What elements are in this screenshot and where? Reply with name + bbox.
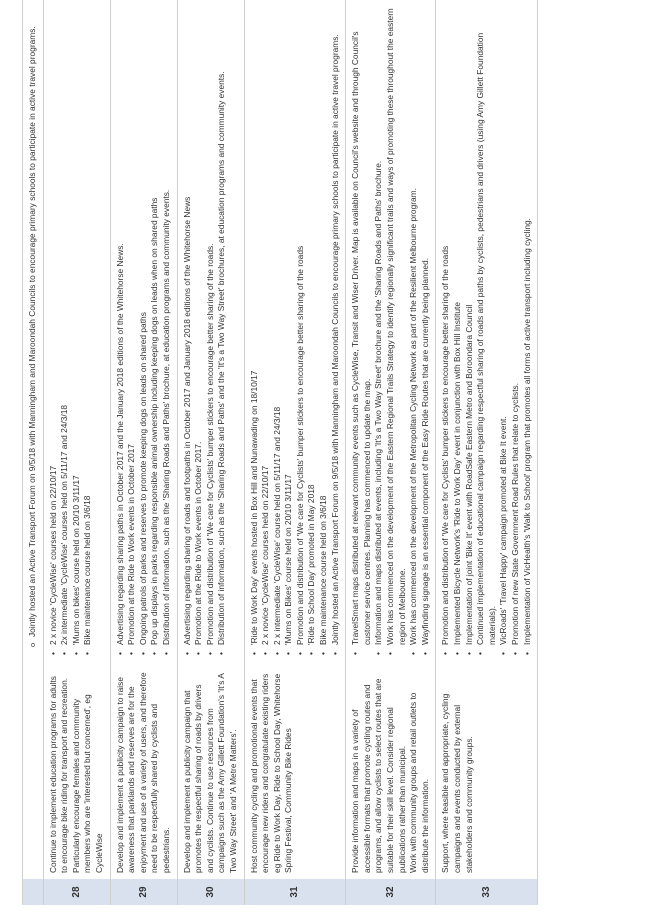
action-cell: [110, 665, 177, 879]
progress-list: [48, 6, 94, 659]
table-body: [23, 0, 538, 905]
action-cell: [23, 665, 44, 879]
progress-list: [115, 6, 173, 659]
row-number: 30: [177, 879, 244, 905]
progress-item: • 'Ride to Work Day' events hosted in Box Hill and Nunawading on 18/10/17: [249, 6, 261, 645]
progress-item: o Jointly hosted an Active Transport Forum on 9/5/18 with Manningham and Maroondah Councils to encourage primary schools to participate in active travel programs.: [27, 6, 39, 637]
row-number: 28: [43, 879, 110, 905]
progress-cell: [346, 0, 436, 665]
progress-item: • Advertising regarding sharing of roads and footpaths in October 2017 and January 2018 editions of the Whitehorse News: [182, 6, 194, 645]
progress-item: • Promotion and distribution of 'We care for Cyclists' bumper stickers to encourage better sharing of the roads: [440, 6, 452, 645]
progress-cell: [23, 0, 44, 665]
progress-list: [440, 6, 533, 659]
table-row: [177, 0, 244, 905]
progress-item: • 2 x novice 'CycleWise' courses held on 22/10/17: [48, 6, 60, 645]
progress-item: • Implemented Bicycle Network's 'Ride to Work Day' event in conjunction with Box Hill Institute: [452, 6, 464, 645]
row-number: 31: [244, 879, 346, 905]
action-cell: [177, 665, 244, 879]
progress-item: • Jointly hosted an Active Transport Forum on 9/5/18 with Manningham and Maroondah Councils to encourage primary schools to participate in active travel programs.: [330, 6, 342, 645]
progress-item: • Continued implementation of educational campaign regarding respectful sharing of roads and paths by cyclists, pedestrians and drivers (using Amy Gillett Foundation materials).: [475, 6, 498, 645]
progress-item: • Implementation of VicHealth's 'Walk to School' program that promotes all forms of active transport including cycling.: [522, 6, 534, 645]
progress-item: • TravelSmart maps distributed at relevant community events such as CycleWise, Transit and Wiser Driver. Map is available on Council's website and through Council's customer service centres. Planning has commenced to update the map.: [350, 6, 373, 645]
action-text: Develop and implement a publicity campaign that promotes the respectful sharing of roads by drivers and cyclists. Continue to use resources from campaigns such as the Amy Gillett Foundation's 'It's A Two Way Street' and 'A Metre Matters'.: [181, 673, 238, 873]
action-cell: [436, 665, 538, 879]
progress-item: • Distribution of information, such as the 'Sharing Roads and Paths' and the 'It's a Two Way Street' brochures, at education programs and community events.: [216, 6, 228, 645]
progress-item: • Promotion at the Ride to Work events in October 2017: [126, 6, 138, 645]
row-number: 32: [346, 879, 436, 905]
progress-item: • 2 x intermediate 'CycleWise' course held on 5/11/17 and 24/3/18: [272, 6, 284, 645]
progress-item: • 2 x novice 'CycleWise' courses held on 22/10/17: [260, 6, 272, 645]
progress-cell: [43, 0, 110, 665]
table-row: [436, 0, 538, 905]
progress-item: • VicRoads' 'Travel Happy' campaign promoted at Bike It event.: [498, 6, 510, 645]
progress-cell: [177, 0, 244, 665]
progress-list: [182, 6, 228, 659]
table-row: [43, 0, 110, 905]
progress-item: • Implementation of joint 'Bike It' event with RoadSafe Eastern Metro and Boroondara Council: [464, 6, 476, 645]
progress-item: • Pop up displays in parks regarding responsible animal ownership including keeping dogs on leads when on shared paths: [149, 6, 161, 645]
progress-item: • Information and maps distributed at events, including 'It's a Two Way Street' brochure and the 'Sharing Roads and Paths' brochure.: [373, 6, 385, 645]
row-number: 29: [110, 879, 177, 905]
progress-item: • Promotion and distribution of 'We care for Cyclists' bumper stickers to encourage better sharing of the roads.: [205, 6, 217, 645]
progress-item: • Distribution of information, such as the 'Sharing Roads and Paths' brochure, at education programs and community events.: [161, 6, 173, 645]
action-cell: [43, 665, 110, 879]
action-text: Provide information and maps in a variety of accessible formats that promote cycling routes and programs, and allow cyclists to select routes that are suitable for their skill level. Consider regional publications rather than municipal.: [350, 678, 407, 873]
action-plan-table: [22, 0, 538, 905]
action-text: Continue to implement education programs for adults to encourage bike riding for transport and recreation. Particularly encourage females and community members who are 'interested but concerned', eg CycleWise: [47, 676, 104, 873]
action-text: Host community cycling and promotional events that encourage new riders and congratulate existing riders eg Ride to Work Day, Ride to School Day, Whitehorse Spring Festival, Community Bike Rides: [248, 673, 294, 873]
table-row: [110, 0, 177, 905]
action-text: Support, where feasible and appropriate, cycling campaigns and events conducted by external stakeholders and community groups.: [440, 693, 474, 873]
row-number: 33: [436, 879, 538, 905]
progress-item: • Ongoing patrols of parks and reserves to promote keeping dogs on leads on shared paths: [138, 6, 150, 645]
action-text: Develop and implement a publicity campaign to raise awareness that parklands and reserves are for the enjoyment and use of a variety of users, and therefore need to be respectfully shared by cyclists and pedestrians.: [114, 672, 171, 873]
table-row: [23, 0, 44, 905]
progress-item: • Work has commenced on the development of the Eastern Regional Trails Strategy to identify regionally significant trails and ways of promoting these throughout the eastern region of Melbourne.: [385, 6, 408, 645]
progress-item: • Work has commenced on the development of the Metropolitan Cycling Network as part of the Resilient Melbourne program.: [408, 6, 420, 645]
progress-list: [27, 6, 39, 659]
progress-item: • 'Mums on Bikes' course held on 20/10 3/11/17: [283, 6, 295, 645]
progress-item: • Bike maintenance course held on 3/6/18: [82, 6, 94, 645]
progress-item: • Promotion at the Ride to Work events in October 2017.: [193, 6, 205, 645]
table-row: [244, 0, 346, 905]
progress-cell: [244, 0, 346, 665]
action-cell: [346, 665, 436, 879]
progress-item: • 2x intermediate 'CycleWise' courses held on 5/11/17 and 24/3/18: [59, 6, 71, 645]
row-number: [23, 879, 44, 905]
progress-list: [350, 6, 431, 659]
table-row: [346, 0, 436, 905]
action-cell: [244, 665, 346, 879]
progress-cell: [110, 0, 177, 665]
progress-item: • Promotion and distribution of 'We care for Cyclists' bumper stickers to encourage better sharing of the roads: [295, 6, 307, 645]
progress-item: • Bike maintenance course held on 3/6/18: [318, 6, 330, 645]
progress-item: • Promotion of new State Government Road Rules that relate to cyclists.: [510, 6, 522, 645]
action-text: Work with community groups and retail outlets to distribute the information.: [408, 692, 430, 873]
progress-item: • Wayfinding signage is an essential component of the Easy Ride Routes that are currently being planned.: [420, 6, 432, 645]
progress-item: • 'Ride to School Day' promoted in May 2018: [306, 6, 318, 645]
progress-cell: [436, 0, 538, 665]
progress-list: [249, 6, 342, 659]
progress-item: • 'Mums on bikes' course held on 20/10 3/11/17: [71, 6, 83, 645]
progress-item: • Advertising regarding sharing paths in October 2017 and the January 2018 editions of the Whitehorse News.: [115, 6, 127, 645]
